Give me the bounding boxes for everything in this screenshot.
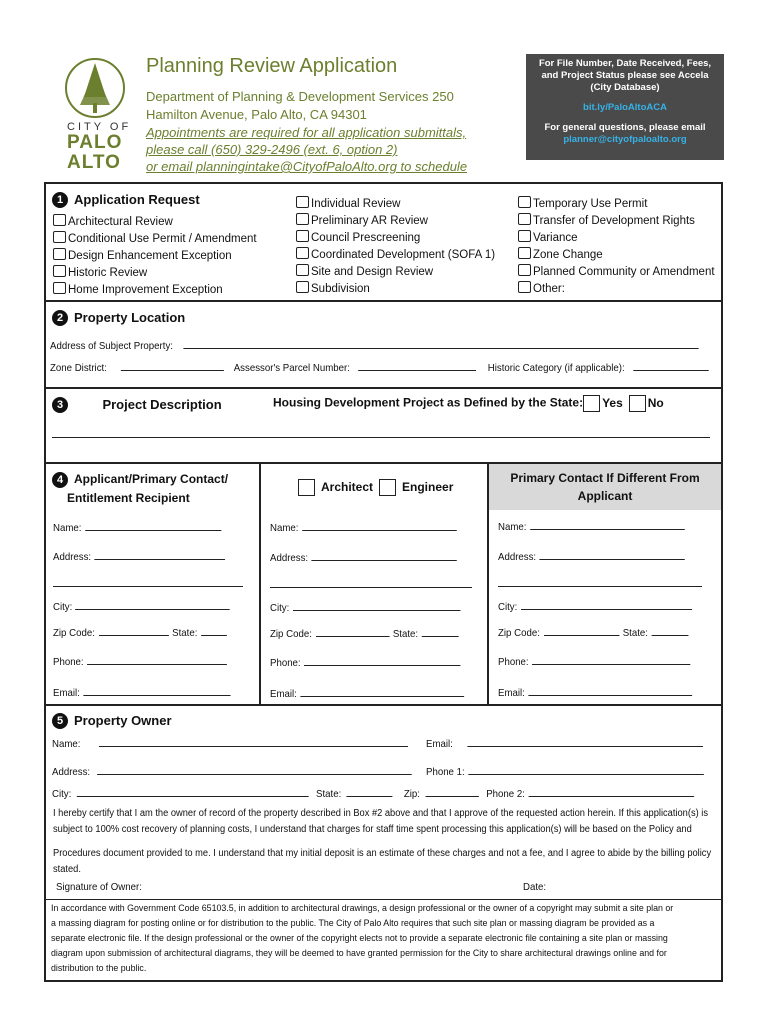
checkbox-other[interactable]: Other: — [518, 281, 715, 298]
dept-line-1: Department of Planning & Development Services 250 — [146, 89, 454, 104]
architect-state-input[interactable] — [422, 627, 459, 637]
info-line-2: and Project Status please see Accela — [541, 70, 709, 81]
owner-address-input[interactable] — [97, 765, 412, 775]
dept-line-2: Hamilton Avenue, Palo Alto, CA 94301 — [146, 107, 367, 122]
info-line-4: For general questions, please email — [544, 122, 706, 133]
owner-zip-input[interactable] — [425, 787, 478, 797]
checkbox-coordinated-development[interactable]: Coordinated Development (SOFA 1) — [296, 247, 495, 264]
address-label: Address: — [498, 551, 537, 563]
applicant-name-input[interactable] — [85, 521, 221, 531]
primary-address-input[interactable] — [540, 550, 685, 560]
owner-name-input[interactable] — [99, 737, 408, 747]
owner-phone1-field — [426, 765, 704, 778]
primary-phone-input[interactable] — [532, 655, 690, 665]
applicant-address-field — [53, 550, 225, 563]
zip-label: Zip Code: — [498, 627, 540, 639]
zip-label: Zip Code: — [270, 628, 312, 640]
owner-email-input[interactable] — [468, 737, 704, 747]
footer-line: diagram upon submission of architectural diagrams, they will be deemed to have granted permission for the City to share architectural drawings online and for — [51, 948, 667, 959]
email-label: Email: — [498, 687, 525, 699]
checkbox-architectural-review[interactable]: Architectural Review — [53, 214, 257, 231]
applicant-zip-field — [53, 626, 227, 639]
checkbox-zone-change[interactable]: Zone Change — [518, 247, 715, 264]
date-label: Date: — [523, 881, 547, 893]
architect-address-field — [270, 551, 457, 564]
phone-label: Phone: — [53, 656, 84, 668]
section-1-col-2 — [296, 196, 495, 298]
section-number: 4 — [52, 472, 68, 488]
footer-line: a massing diagram for posting online or for distribution to the public. The City of Palo Alto requires that such site plan or massing diagram be provided as a — [51, 918, 655, 929]
primary-city-input[interactable] — [521, 600, 692, 610]
owner-city-input[interactable] — [77, 787, 309, 797]
divider — [44, 387, 723, 389]
section-title: Applicant/Primary Contact/ — [74, 472, 229, 486]
zip-label: Zip Code: — [53, 627, 95, 639]
certification-line: stated. — [53, 864, 81, 875]
section-5-header — [52, 712, 172, 730]
footer-text — [51, 901, 713, 976]
city-label: City: — [53, 601, 73, 613]
address-of-property-field — [50, 339, 698, 352]
architect-phone-input[interactable] — [304, 656, 460, 666]
phone-label: Phone: — [498, 656, 529, 668]
architect-engineer-choice — [298, 479, 453, 496]
no-label: No — [647, 395, 664, 410]
checkbox-preliminary-ar-review[interactable]: Preliminary AR Review — [296, 213, 495, 230]
section-number: 3 — [52, 397, 68, 413]
primary-name-field — [498, 520, 685, 533]
appointment-line-2: please call (650) 329-2496 (ext. 6, option 2) — [146, 142, 398, 157]
checkbox-home-improvement-exception[interactable]: Home Improvement Exception — [53, 282, 257, 299]
applicant-city-field — [53, 600, 230, 613]
owner-phone2-input[interactable] — [529, 787, 695, 797]
planner-email-link[interactable]: planner@cityofpaloalto.org — [563, 134, 687, 145]
owner-name-field — [52, 737, 408, 750]
email-label: Email: — [270, 688, 297, 700]
checkbox-conditional-use-permit[interactable]: Conditional Use Permit / Amendment — [53, 231, 257, 248]
applicant-email-field — [53, 686, 231, 699]
checkbox-historic-review[interactable]: Historic Review — [53, 265, 257, 282]
address-input[interactable] — [183, 339, 698, 349]
checkbox-site-and-design-review[interactable]: Site and Design Review — [296, 264, 495, 281]
checkbox-transfer-of-development-rights[interactable]: Transfer of Development Rights — [518, 213, 715, 230]
email-label: Email: — [53, 687, 80, 699]
applicant-email-input[interactable] — [84, 686, 231, 696]
phone2-label: Phone 2: — [486, 788, 525, 800]
owner-phone1-input[interactable] — [468, 765, 704, 775]
section-1-col-1 — [53, 214, 257, 299]
section-3-header — [52, 396, 222, 414]
housing-question — [273, 395, 664, 412]
section-number: 1 — [52, 192, 68, 208]
owner-city-row — [52, 787, 694, 800]
info-line-3: (City Database) — [590, 82, 660, 93]
applicant-phone-input[interactable] — [87, 655, 227, 665]
applicant-city-input[interactable] — [75, 600, 230, 610]
primary-name-input[interactable] — [530, 520, 685, 530]
project-description-input[interactable] — [52, 437, 710, 438]
footer-line: distribution to the public. — [51, 963, 147, 974]
certification-text — [53, 806, 719, 878]
architect-address-input[interactable] — [312, 551, 457, 561]
checkbox-temporary-use-permit[interactable]: Temporary Use Permit — [518, 196, 715, 213]
owner-state-input[interactable] — [347, 787, 393, 797]
address-label: Address of Subject Property: — [50, 340, 173, 352]
no-checkbox[interactable] — [629, 395, 646, 412]
engineer-checkbox[interactable] — [379, 479, 396, 496]
architect-email-input[interactable] — [301, 687, 465, 697]
name-label: Name: — [53, 522, 82, 534]
primary-contact-header — [489, 469, 721, 505]
city-label: City: — [270, 602, 290, 614]
section-4-header — [52, 470, 228, 508]
primary-state-input[interactable] — [652, 626, 689, 636]
architect-phone-field — [270, 656, 461, 669]
architect-email-field — [270, 687, 464, 700]
owner-email-field — [426, 737, 703, 750]
section-subtitle: Entitlement Recipient — [67, 491, 190, 505]
historic-label: Historic Category (if applicable): — [487, 362, 625, 374]
primary-email-field — [498, 686, 692, 699]
primary-address-line-2[interactable] — [498, 586, 702, 587]
checkbox-council-prescreening[interactable]: Council Prescreening — [296, 230, 495, 247]
section-2-header — [52, 309, 185, 327]
logo-alto-text: ALTO — [67, 152, 121, 173]
section-1-header — [52, 191, 200, 209]
housing-label: Housing Development Project as Defined by the State: — [273, 395, 584, 410]
certification-line: subject to 100% cost recovery of planning costs, I understand that charges for staff time spent processing this application(s) will be based on the Policy and — [53, 824, 692, 835]
architect-label: Architect — [321, 479, 374, 494]
footer-line: In accordance with Government Code 65103.5, in addition to architectural drawings, a design professional or the owner of a copyright may submit a site plan or — [51, 903, 674, 914]
yes-checkbox[interactable] — [583, 395, 600, 412]
zip-label: Zip: — [403, 788, 420, 800]
phone-label: Phone: — [270, 657, 301, 669]
certification-line: I hereby certify that I am the owner of record of the property described in Box #2 above and that I approve of the requested action herein. If this application(s) is — [53, 808, 708, 819]
applicant-address-input[interactable] — [95, 550, 226, 560]
zone-input[interactable] — [121, 361, 224, 371]
info-box — [526, 54, 724, 160]
tree-logo-icon — [64, 57, 126, 119]
checkbox-planned-community[interactable]: Planned Community or Amendment — [518, 264, 715, 281]
section-number: 5 — [52, 713, 68, 729]
applicant-name-field — [53, 521, 221, 534]
yes-label: Yes — [602, 395, 623, 410]
email-label: Email: — [426, 738, 453, 750]
state-label: State: — [316, 788, 342, 800]
section-title: Property Owner — [74, 713, 172, 728]
architect-checkbox[interactable] — [298, 479, 315, 496]
city-label: City: — [52, 788, 72, 800]
primary-contact-title: Primary Contact If Different From — [510, 471, 700, 485]
architect-address-line-2[interactable] — [270, 587, 472, 588]
name-label: Name: — [270, 522, 299, 534]
applicant-state-input[interactable] — [201, 626, 227, 636]
address-label: Address: — [52, 766, 91, 778]
signature-label: Signature of Owner: — [56, 881, 142, 893]
phone1-label: Phone 1: — [426, 766, 465, 778]
certification-line: Procedures document provided to me. I understand that my initial deposit is an estimate of these charges and not a fee, and I agree to abide by the billing policy — [53, 848, 712, 859]
section-number: 2 — [52, 310, 68, 326]
appointment-line-1: Appointments are required for all application submittals, — [146, 125, 467, 140]
checkbox-individual-review[interactable]: Individual Review — [296, 196, 495, 213]
zone-label: Zone District: — [50, 362, 107, 374]
primary-city-field — [498, 600, 692, 613]
name-label: Name: — [52, 738, 81, 750]
checkbox-design-enhancement-exception[interactable]: Design Enhancement Exception — [53, 248, 257, 265]
architect-name-field — [270, 521, 457, 534]
primary-address-field — [498, 550, 685, 563]
section-title: Project Description — [102, 397, 222, 412]
primary-phone-field — [498, 655, 691, 668]
zone-row — [50, 361, 708, 374]
state-label: State: — [392, 628, 419, 640]
checkbox-subdivision[interactable]: Subdivision — [296, 281, 495, 298]
logo-city-text: CITY OF — [67, 121, 132, 133]
page-title: Planning Review Application — [146, 55, 398, 77]
historic-input[interactable] — [633, 361, 708, 371]
logo-palo-text: PALO — [67, 132, 123, 153]
architect-zip-input[interactable] — [316, 627, 390, 637]
applicant-address-line-2[interactable] — [53, 586, 243, 587]
accela-link[interactable]: bit.ly/PaloAltoACA — [583, 102, 667, 113]
architect-zip-field — [270, 627, 459, 640]
architect-city-field — [270, 601, 460, 614]
apn-label: Assessor's Parcel Number: — [233, 362, 350, 374]
city-label: City: — [498, 601, 518, 613]
footer-line: separate electronic file. If the design professional or the owner of the copyright elects not to provide a separate electronic file containing a site plan or massing — [51, 933, 668, 944]
divider — [44, 300, 723, 302]
address-label: Address: — [270, 552, 309, 564]
applicant-phone-field — [53, 655, 227, 668]
divider — [44, 704, 723, 706]
primary-zip-input[interactable] — [544, 626, 619, 636]
architect-city-input[interactable] — [293, 601, 460, 611]
divider — [44, 899, 723, 900]
primary-zip-field — [498, 626, 688, 639]
name-label: Name: — [498, 521, 527, 533]
section-1-col-3 — [518, 196, 715, 298]
appointment-email-link[interactable]: or email planningintake@CityofPaloAlto.org to schedule — [146, 159, 468, 174]
applicant-zip-input[interactable] — [99, 626, 169, 636]
state-label: State: — [172, 627, 198, 639]
apn-input[interactable] — [358, 361, 476, 371]
checkbox-variance[interactable]: Variance — [518, 230, 715, 247]
section-title: Application Request — [74, 192, 200, 207]
address-label: Address: — [53, 551, 92, 563]
engineer-label: Engineer — [402, 479, 454, 494]
primary-email-input[interactable] — [529, 686, 693, 696]
info-line-1: For File Number, Date Received, Fees, — [538, 58, 712, 69]
section-title: Property Location — [74, 310, 186, 325]
state-label: State: — [622, 627, 648, 639]
primary-contact-subtitle: Applicant — [577, 489, 633, 503]
divider — [259, 462, 261, 704]
owner-address-field — [52, 765, 412, 778]
architect-name-input[interactable] — [302, 521, 457, 531]
